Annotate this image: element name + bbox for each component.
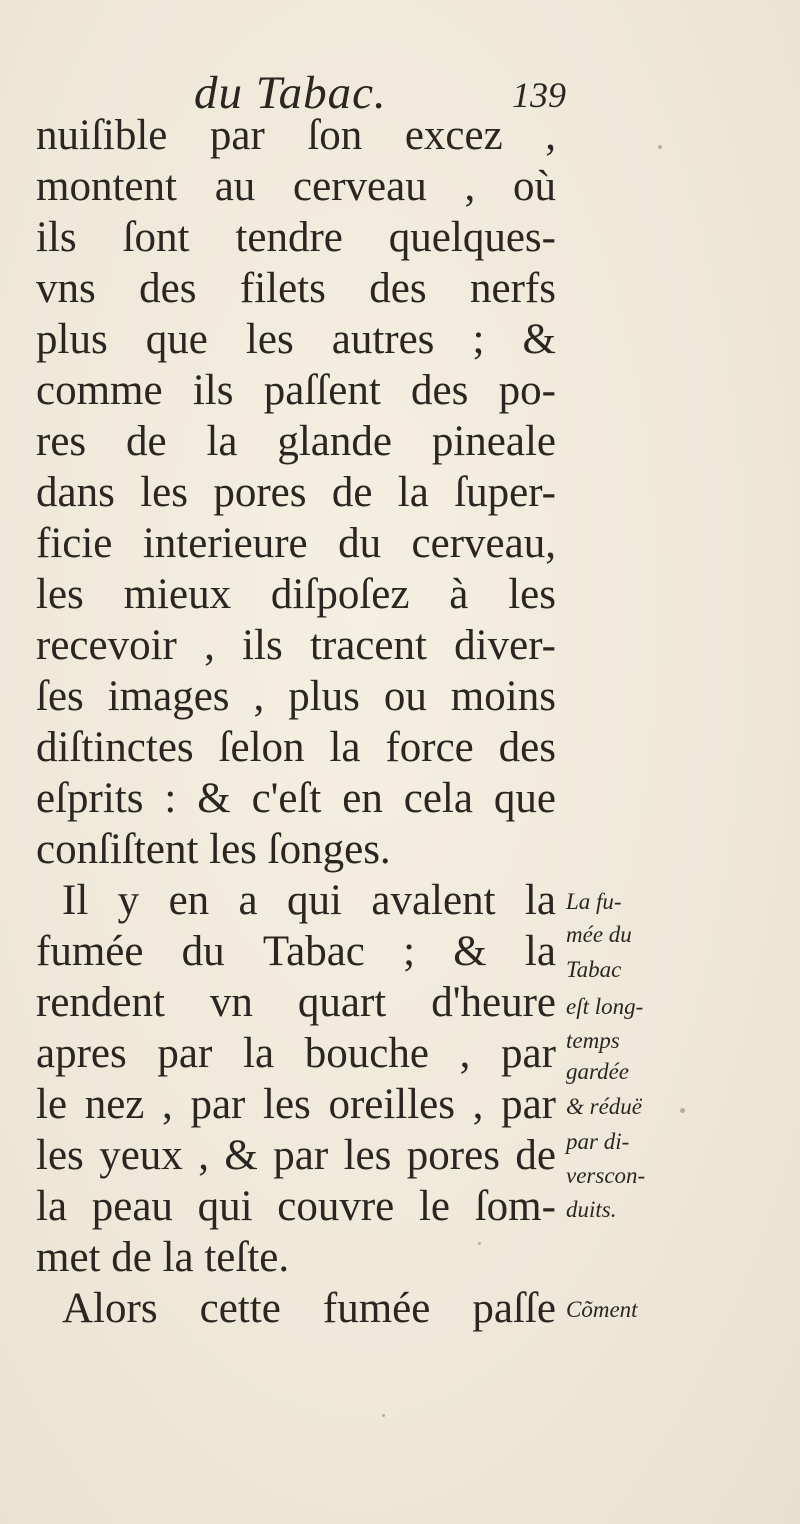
text-line: apres par la bouche , par (36, 1030, 556, 1077)
text-line: la peau qui couvre le ſom- (36, 1183, 556, 1230)
margin-note-line: Tabac (566, 957, 622, 982)
text-line: diſtinctes ſelon la force des (36, 724, 556, 771)
margin-note-line: Cõment (566, 1297, 638, 1322)
text-line: res de la glande pineale (36, 418, 556, 465)
margin-note-line: & réduë (566, 1094, 643, 1119)
text-line: fumée du Tabac ; & la (36, 928, 556, 975)
running-head: du Tabac. (194, 67, 387, 119)
paper-speck (658, 145, 662, 149)
text-line: Il y en a qui avalent la (62, 877, 556, 924)
paper-speck (478, 1242, 481, 1245)
text-line: les yeux , & par les pores de (36, 1132, 556, 1179)
margin-note-line: temps (566, 1028, 620, 1053)
margin-note-line: verscon- (566, 1163, 646, 1188)
margin-note-line: duits. (566, 1197, 617, 1222)
margin-note-line: eſt long- (566, 994, 644, 1019)
text-line: nuiſible par ſon excez , (36, 112, 556, 159)
page-number: 139 (512, 75, 566, 115)
text-line: recevoir , ils tracent diver- (36, 622, 556, 669)
text-line: comme ils paſſent des po- (36, 367, 556, 414)
text-line: Alors cette fumée paſſe (62, 1285, 556, 1332)
text-line: les mieux diſpoſez à les (36, 571, 556, 618)
text-line: ſes images , plus ou moins (36, 673, 556, 720)
text-line: conſiſtent les ſonges. (36, 826, 391, 873)
margin-note-line: gardée (566, 1059, 630, 1084)
text-line: ficie interieure du cerveau, (36, 520, 556, 567)
text-line: rendent vn quart d'heure (36, 979, 556, 1026)
text-line: le nez , par les oreilles , par (36, 1081, 556, 1128)
text-line: plus que les autres ; & (36, 316, 556, 363)
text-line: met de la teſte. (36, 1234, 290, 1281)
text-line: ils ſont tendre quelques- (36, 214, 556, 261)
text-line: montent au cerveau , où (36, 163, 556, 210)
margin-note-line: par di- (566, 1129, 630, 1154)
margin-note-line: mée du (566, 922, 632, 947)
margin-note-line: La fu- (566, 889, 622, 914)
text-line: dans les pores de la ſuper- (36, 469, 556, 516)
paper-speck (382, 1414, 385, 1417)
paper-speck (680, 1108, 685, 1113)
text-line: vns des filets des nerfs (36, 265, 556, 312)
text-line: eſprits : & c'eſt en cela que (36, 775, 556, 822)
